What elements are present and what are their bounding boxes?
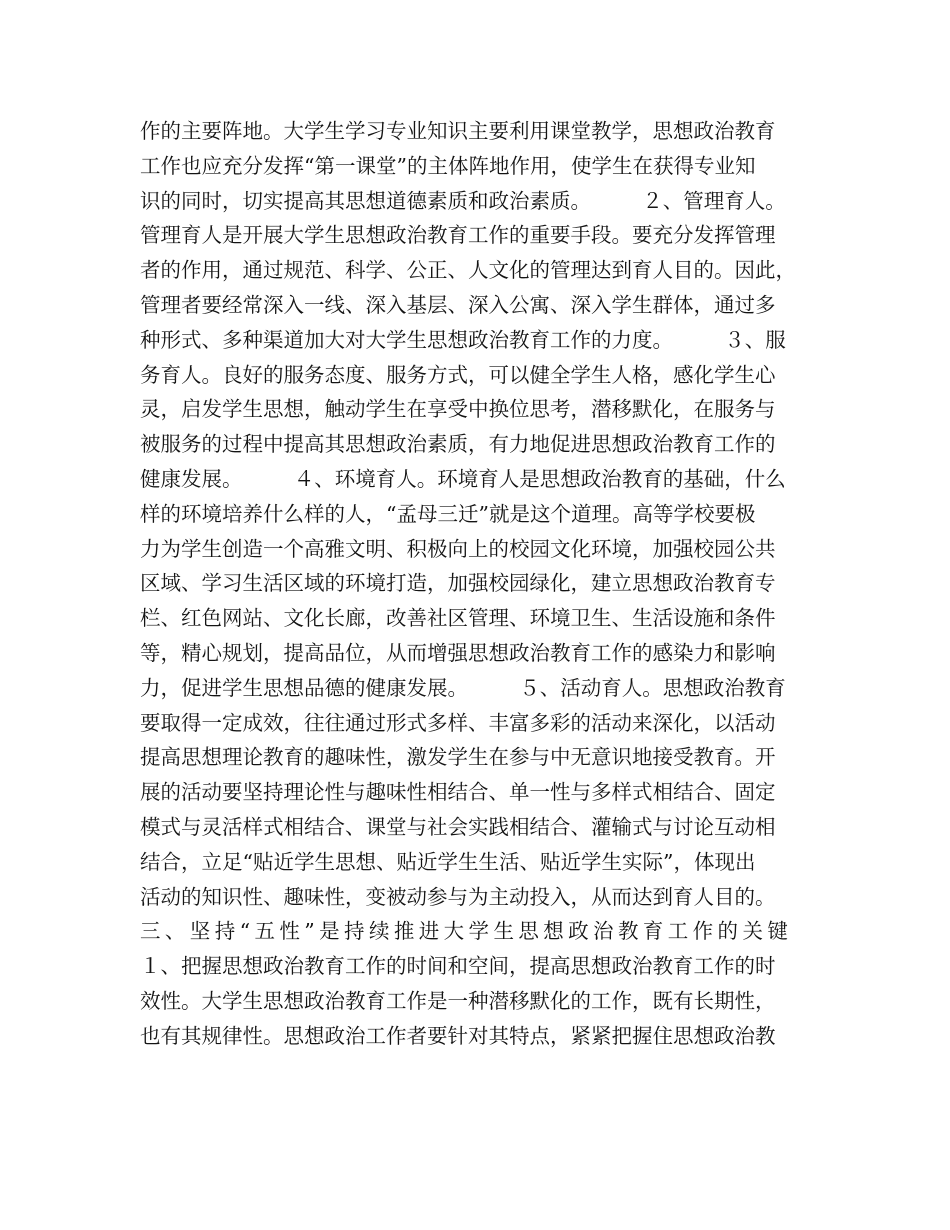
text-line-8: 务育人。良好的服务态度、服务方式，可以健全学生人格，感化学生心 [140, 362, 776, 387]
text-line-23: 活动的知识性、趣味性，变被动参与为主动投入，从而达到育人目的。 [140, 884, 776, 909]
text-line-6: 管理者要经常深入一线、深入基层、深入公寓、深入学生群体，通过多 [140, 292, 776, 317]
text-line-19: 提高思想理论教育的趣味性，激发学生在参与中无意识地接受教育。开 [140, 745, 776, 770]
text-line-18: 要取得一定成效，往往通过形式多样、丰富多彩的活动来深化，以活动 [140, 710, 776, 735]
text-line-2: 工作也应充分发挥“第一课堂”的主体阵地作用，使学生在获得专业知 [140, 153, 756, 178]
text-line-16: 等，精心规划，提高品位，从而增强思想政治教育工作的感染力和影响 [140, 640, 776, 665]
body-text [140, 114, 820, 1054]
text-line-9: 灵，启发学生思想，触动学生在享受中换位思考，潜移默化，在服务与 [140, 397, 776, 422]
text-line-3: 识的同时，切实提高其思想道德素质和政治素质。 ２、管理育人。 [140, 188, 786, 213]
text-line-21: 模式与灵活样式相结合、课堂与社会实践相结合、灌输式与讨论互动相 [140, 814, 776, 839]
text-line-5: 者的作用，通过规范、科学、公正、人文化的管理达到育人目的。因此， [140, 258, 796, 283]
text-line-20: 展的活动要坚持理论性与趣味性相结合、单一性与多样式相结合、固定 [140, 780, 776, 805]
text-line-13: 力为学生创造一个高雅文明、积极向上的校园文化环境，加强校园公共 [140, 536, 776, 561]
text-line-27: 也有其规律性。思想政治工作者要针对其特点，紧紧把握住思想政治教 [140, 1023, 776, 1048]
section-heading: 三、坚持“五性”是持续推进大学生思想政治教育工作的关键 [140, 919, 793, 944]
text-line-25: １、把握思想政治教育工作的时间和空间，提高思想政治教育工作的时 [140, 954, 776, 979]
text-line-22: 结合，立足“贴近学生思想、贴近学生生活、贴近学生实际”，体现出 [140, 849, 756, 874]
text-line-14: 区域、学习生活区域的环境打造，加强校园绿化，建立思想政治教育专 [140, 571, 776, 596]
text-line-10: 被服务的过程中提高其思想政治素质，有力地促进思想政治教育工作的 [140, 432, 776, 457]
text-line-11: 健康发展。 ４、环境育人。环境育人是思想政治教育的基础，什么 [140, 466, 786, 491]
text-line-7: 种形式、多种渠道加大对大学生思想政治教育工作的力度。 ３、服 [140, 327, 786, 352]
text-line-17: 力，促进学生思想品德的健康发展。 ５、活动育人。思想政治教育 [140, 675, 786, 700]
text-line-15: 栏、红色网站、文化长廊，改善社区管理、环境卫生、生活设施和条件 [140, 606, 776, 631]
text-line-1: 作的主要阵地。大学生学习专业知识主要利用课堂教学，思想政治教育 [140, 119, 776, 143]
text-line-4: 管理育人是开展大学生思想政治教育工作的重要手段。要充分发挥管理 [140, 223, 776, 248]
text-line-26: 效性。大学生思想政治教育工作是一种潜移默化的工作，既有长期性， [140, 988, 776, 1013]
text-line-12: 样的环境培养什么样的人，“孟母三迁”就是这个道理。高等学校要极 [140, 501, 756, 526]
